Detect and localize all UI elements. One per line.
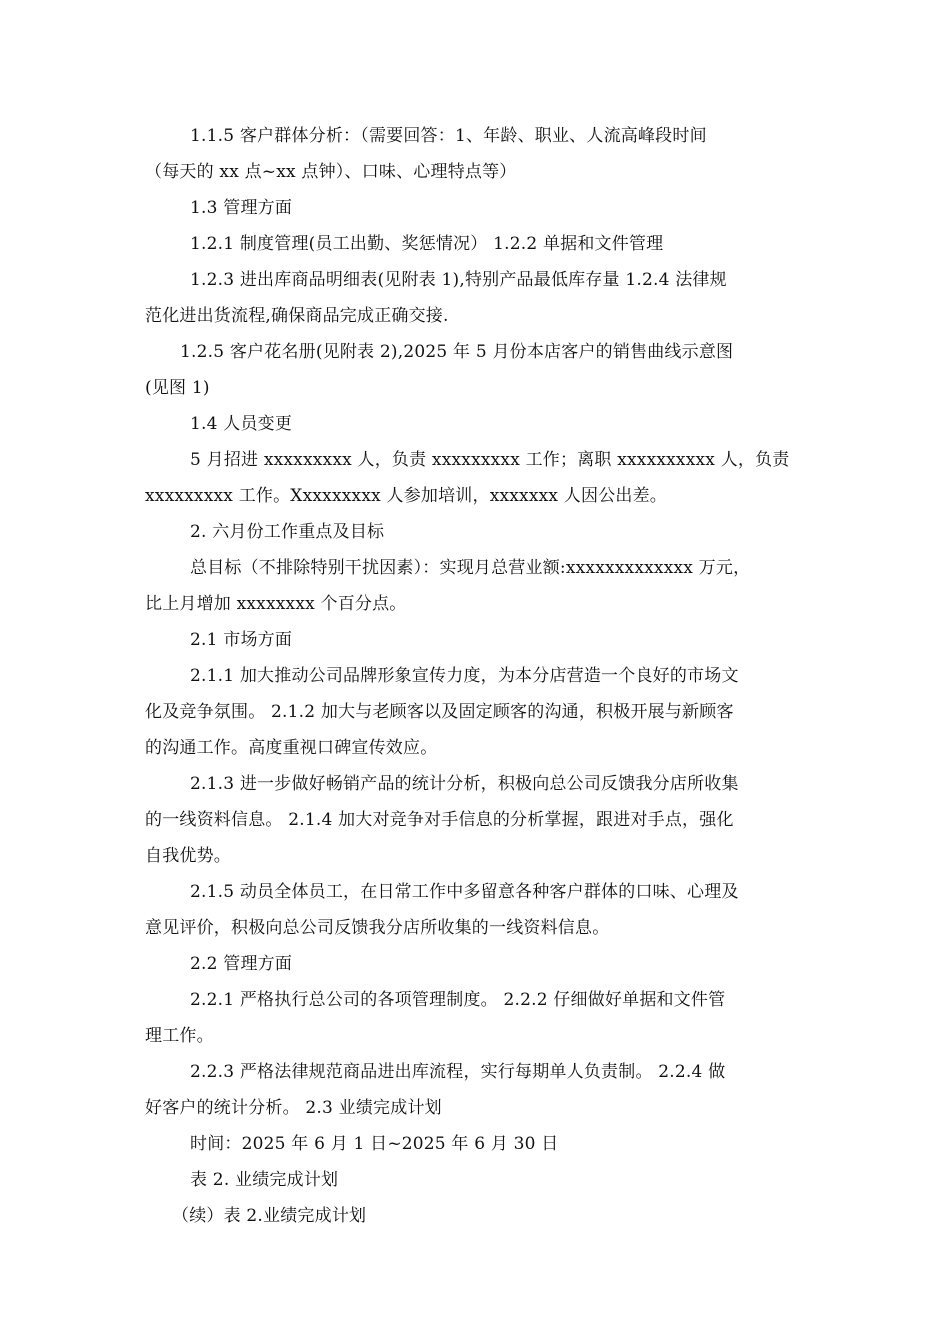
paragraph-line: 化及竞争氛围。 2.1.2 加大与老顾客以及固定顾客的沟通，积极开展与新顾客 xyxy=(145,702,734,722)
paragraph-line: 总目标（不排除特别干扰因素）：实现月总营业额:xxxxxxxxxxxxx 万元， xyxy=(190,558,751,578)
paragraph-line: 意见评价，积极向总公司反馈我分店所收集的一线资料信息。 xyxy=(145,918,610,938)
table-caption: （续）表 2.业绩完成计划 xyxy=(172,1206,367,1226)
paragraph-line: （每天的 xx 点~xx 点钟）、口味、心理特点等） xyxy=(145,162,517,182)
paragraph-line: 2.2.1 严格执行总公司的各项管理制度。 2.2.2 仔细做好单据和文件管 xyxy=(190,990,726,1010)
paragraph-line: 1.2.5 客户花名册(见附表 2),2025 年 5 月份本店客户的销售曲线示意图 xyxy=(180,342,734,362)
paragraph-line: xxxxxxxxx 工作。Xxxxxxxxx 人参加培训，xxxxxxx 人因公出差。 xyxy=(145,486,668,506)
paragraph-line: (见图 1) xyxy=(145,378,210,398)
paragraph-line: 时间：2025 年 6 月 1 日~2025 年 6 月 30 日 xyxy=(190,1134,559,1154)
section-heading: 1.4 人员变更 xyxy=(190,414,293,434)
paragraph-line: 的一线资料信息。 2.1.4 加大对竞争对手信息的分析掌握，跟进对手点，强化 xyxy=(145,810,734,830)
section-heading: 2. 六月份工作重点及目标 xyxy=(190,522,385,542)
paragraph-line: 5 月招进 xxxxxxxxx 人，负责 xxxxxxxxx 工作；离职 xxxxxxxxxx 人，负责 xyxy=(190,450,790,470)
paragraph-line: 2.2.3 严格法律规范商品进出库流程，实行每期单人负责制。 2.2.4 做 xyxy=(190,1062,726,1082)
paragraph-line: 比上月增加 xxxxxxxx 个百分点。 xyxy=(145,594,407,614)
paragraph-line: 范化进出货流程,确保商品完成正确交接. xyxy=(145,306,449,326)
paragraph-line: 1.2.3 进出库商品明细表(见附表 1),特别产品最低库存量 1.2.4 法律规 xyxy=(190,270,727,290)
paragraph-line: 1.2.1 制度管理(员工出勤、奖惩情况） 1.2.2 单据和文件管理 xyxy=(190,234,664,254)
paragraph-line: 理工作。 xyxy=(145,1026,214,1046)
table-caption: 表 2. 业绩完成计划 xyxy=(190,1170,339,1190)
section-heading: 1.3 管理方面 xyxy=(190,198,293,218)
paragraph-line: 自我优势。 xyxy=(145,846,231,866)
paragraph-line: 2.1.1 加大推动公司品牌形象宣传力度，为本分店营造一个良好的市场文 xyxy=(190,666,739,686)
paragraph-line: 好客户的统计分析。 2.3 业绩完成计划 xyxy=(145,1098,442,1118)
paragraph-line: 的沟通工作。高度重视口碑宣传效应。 xyxy=(145,738,438,758)
section-heading: 2.2 管理方面 xyxy=(190,954,293,974)
paragraph-line: 2.1.3 进一步做好畅销产品的统计分析，积极向总公司反馈我分店所收集 xyxy=(190,774,739,794)
paragraph-line: 1.1.5 客户群体分析：（需要回答：1、年龄、职业、人流高峰段时间 xyxy=(190,126,707,146)
section-heading: 2.1 市场方面 xyxy=(190,630,293,650)
paragraph-line: 2.1.5 动员全体员工，在日常工作中多留意各种客户群体的口味、心理及 xyxy=(190,882,739,902)
